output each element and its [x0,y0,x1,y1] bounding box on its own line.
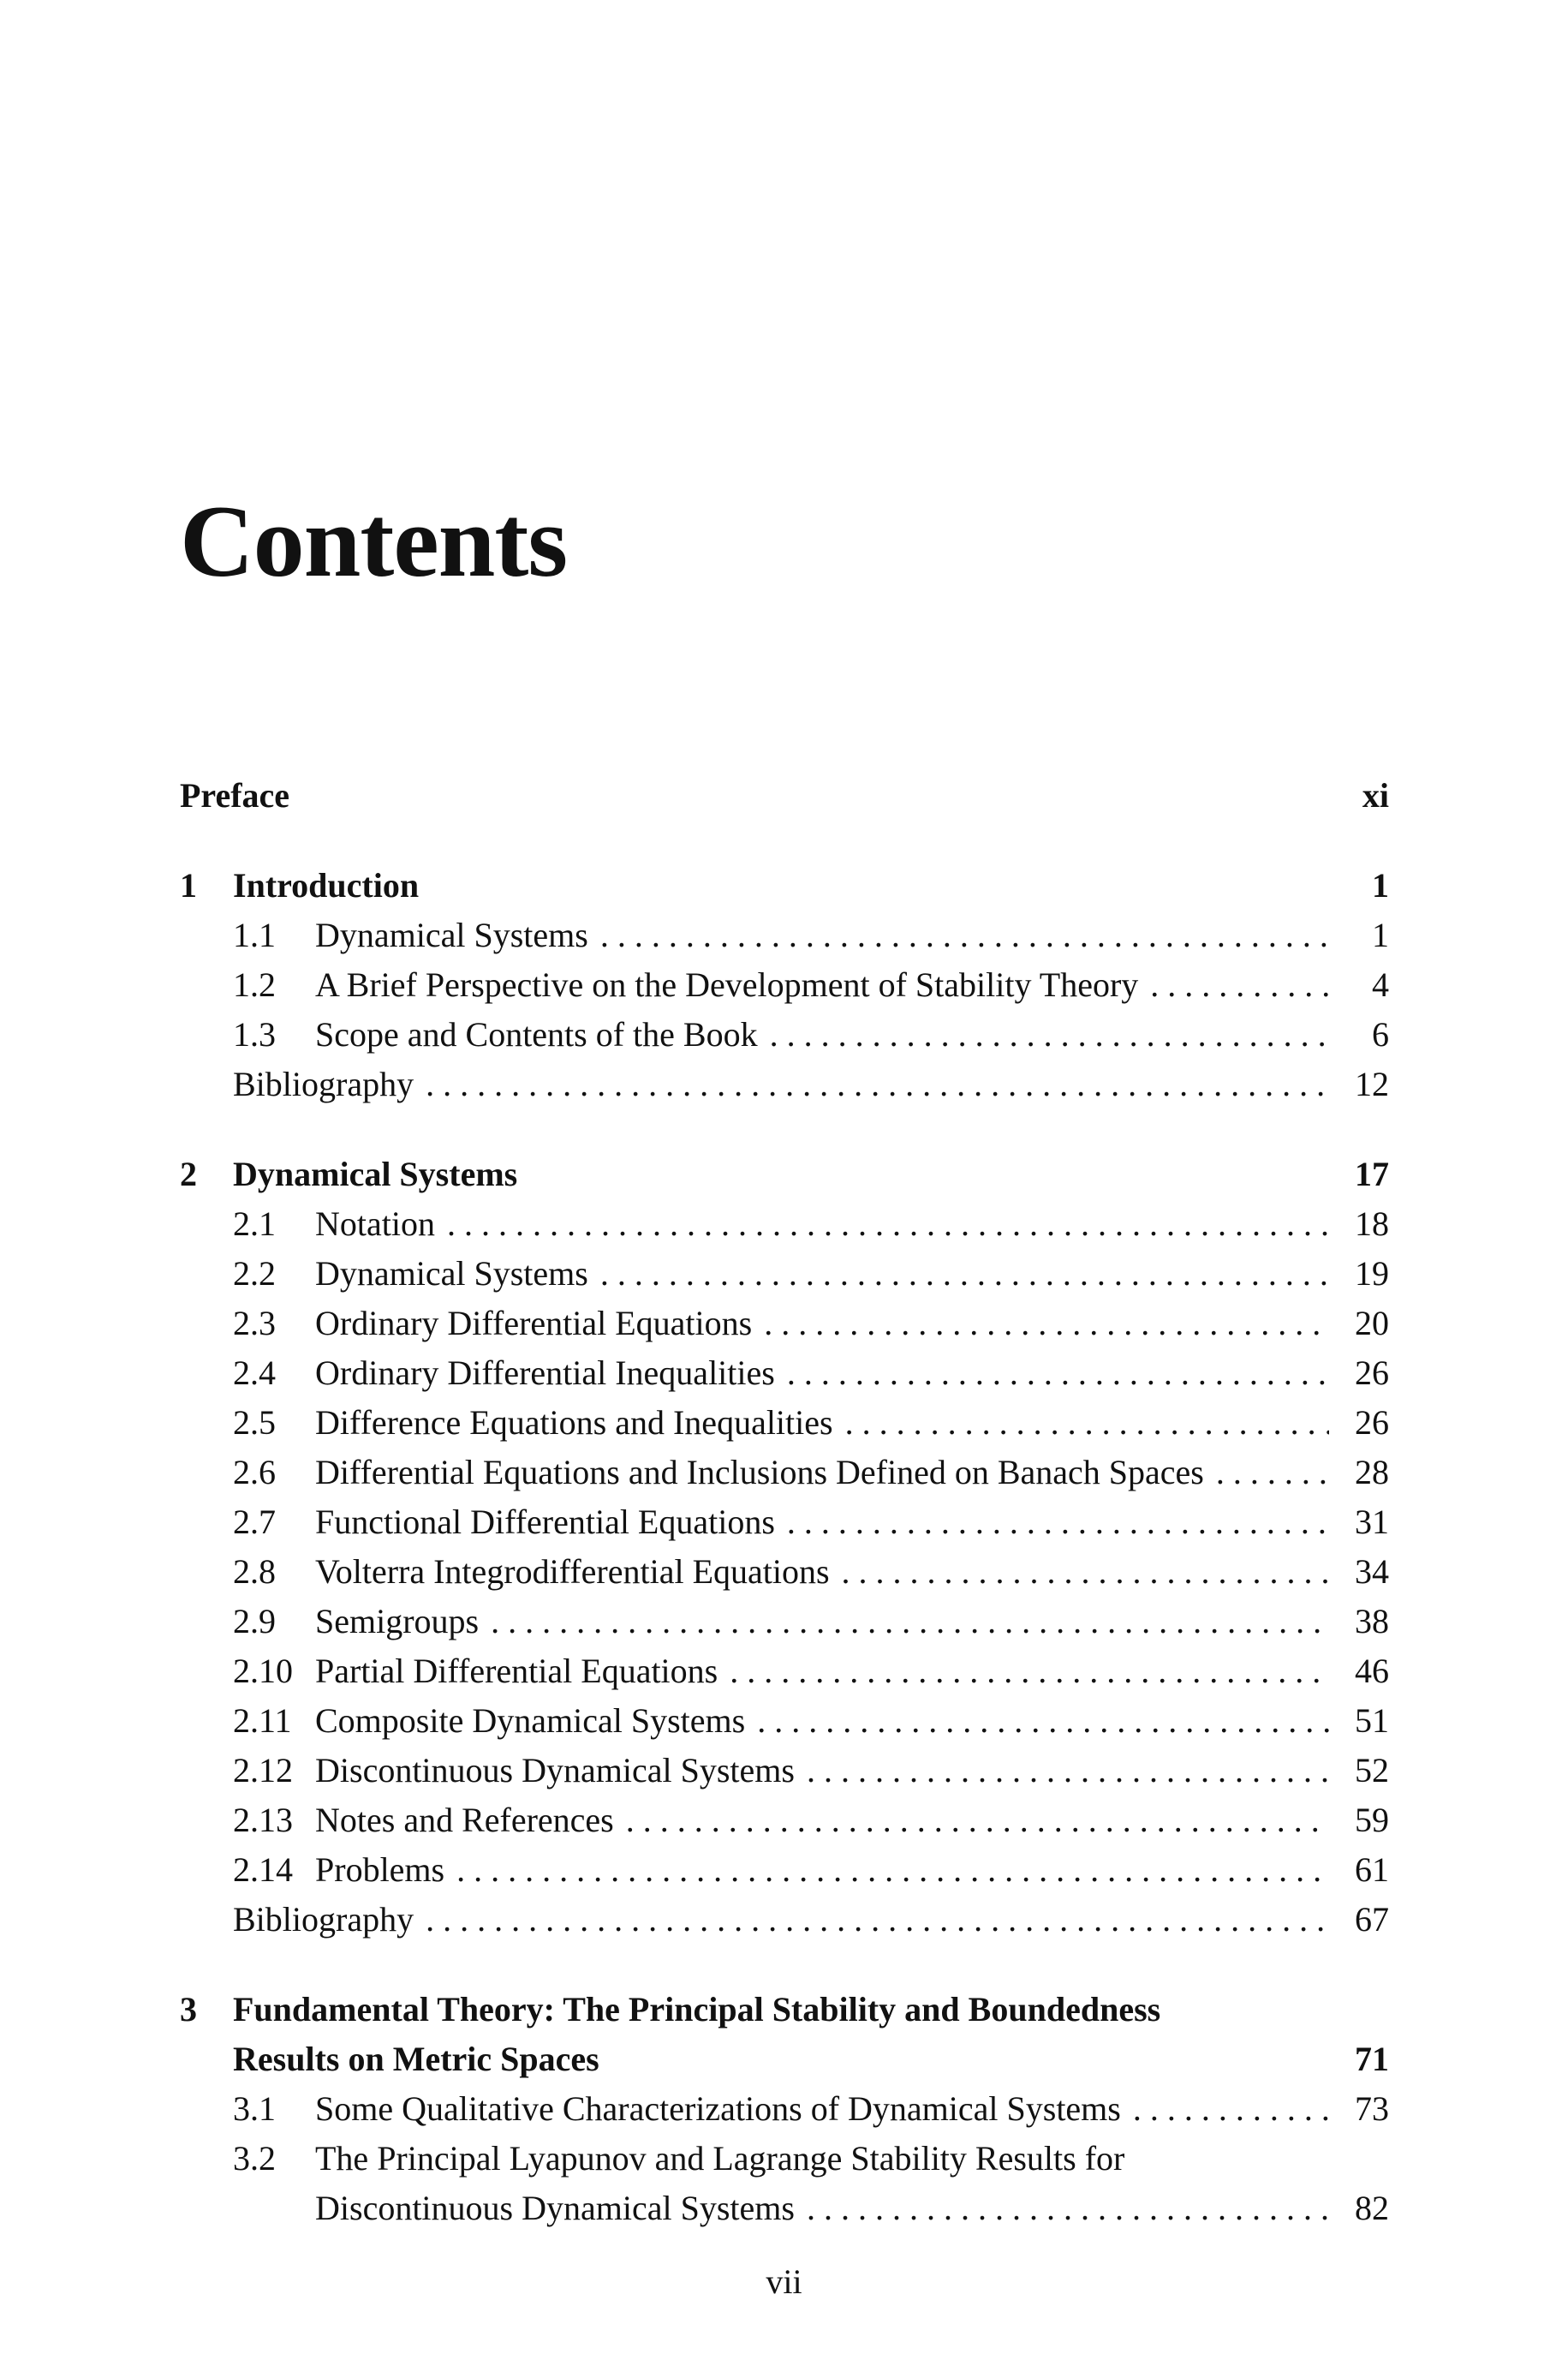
bibliography-label: Bibliography [233,1065,414,1103]
toc-section[interactable] [180,1646,1389,1696]
toc-section[interactable] [180,2134,1389,2184]
dot-leader [414,1060,1329,1109]
section-number: 2.8 [233,1552,276,1591]
section-number: 2.3 [233,1304,276,1342]
section-title: Dynamical Systems [315,916,588,954]
bibliography-page: 67 [1355,1900,1389,1939]
section-page: 1 [1372,916,1389,954]
toc-section[interactable] [180,1010,1389,1060]
chapter-page: 71 [1355,2040,1389,2078]
section-title-line-1: The Principal Lyapunov and Lagrange Stability Results for [315,2139,1125,2178]
dot-leader [775,1348,1329,1398]
section-title: Composite Dynamical Systems [315,1701,746,1740]
section-title: Ordinary Differential Equations [315,1304,753,1342]
toc-chapter-3[interactable] [180,1985,1389,2034]
toc-section[interactable] [180,1547,1389,1597]
toc-section[interactable] [180,2084,1389,2134]
section-number: 2.1 [233,1204,276,1243]
toc-section[interactable] [180,960,1389,1010]
toc-entry-page: xi [1362,776,1389,815]
section-title: Some Qualitative Characterizations of Dynamical Systems [315,2089,1121,2128]
section-number: 1.3 [233,1015,276,1054]
dot-leader [830,1547,1329,1597]
toc-chapter-3-continued[interactable] [180,2034,1389,2084]
toc-section[interactable] [180,1299,1389,1348]
chapter-title-line-1: Fundamental Theory: The Principal Stability and Boundedness [233,1990,1161,2028]
section-title: Notation [315,1204,435,1243]
section-page: 61 [1355,1850,1389,1889]
dot-leader [775,1497,1329,1547]
dot-leader [718,1646,1329,1696]
toc-bibliography[interactable] [180,1895,1389,1945]
section-title: Differential Equations and Inclusions Defined on Banach Spaces [315,1453,1204,1491]
dot-leader [479,1597,1329,1646]
section-number: 2.13 [233,1801,293,1839]
section-page: 46 [1355,1652,1389,1690]
chapter-title: Dynamical Systems [233,1155,518,1193]
dot-leader [758,1010,1329,1060]
toc-section[interactable] [180,1249,1389,1299]
section-page: 20 [1355,1304,1389,1342]
toc-section[interactable] [180,1746,1389,1795]
chapter-page: 1 [1372,866,1389,905]
dot-leader [435,1199,1329,1249]
section-page: 31 [1355,1503,1389,1541]
toc-section[interactable] [180,1348,1389,1398]
dot-leader [444,1845,1329,1895]
dot-leader [588,911,1329,960]
section-page: 4 [1372,965,1389,1004]
dot-leader [833,1398,1329,1448]
dot-leader [588,1249,1329,1299]
toc-section-continued[interactable] [180,2184,1389,2233]
section-page: 51 [1355,1701,1389,1740]
section-number: 2.11 [233,1701,292,1740]
section-page: 59 [1355,1801,1389,1839]
section-title: Partial Differential Equations [315,1652,718,1690]
toc-section[interactable] [180,1398,1389,1448]
toc-section[interactable] [180,1448,1389,1497]
section-number: 2.5 [233,1403,276,1442]
toc-section[interactable] [180,1845,1389,1895]
section-page: 26 [1355,1353,1389,1392]
chapter-number: 2 [180,1155,197,1193]
section-page: 73 [1355,2089,1389,2128]
toc-chapter-1[interactable] [180,861,1389,911]
section-title: Ordinary Differential Inequalities [315,1353,775,1392]
section-title: Semigroups [315,1602,480,1640]
section-title: Discontinuous Dynamical Systems [315,1751,795,1789]
dot-leader [614,1795,1329,1845]
toc-section[interactable] [180,1696,1389,1746]
section-page: 34 [1355,1552,1389,1591]
section-number: 2.12 [233,1751,293,1789]
section-title: Problems [315,1850,445,1889]
section-page: 38 [1355,1602,1389,1640]
dot-leader [1121,2084,1329,2134]
section-number: 2.9 [233,1602,276,1640]
section-title: Volterra Integrodifferential Equations [315,1552,830,1591]
section-number: 2.6 [233,1453,276,1491]
dot-leader [1204,1448,1329,1497]
section-page: 6 [1372,1015,1389,1054]
chapter-page: 17 [1355,1155,1389,1193]
section-number: 3.2 [233,2139,276,2178]
toc-section[interactable] [180,911,1389,960]
dot-leader [795,2184,1329,2233]
section-number: 1.2 [233,965,276,1004]
dot-leader [752,1299,1329,1348]
chapter-number: 1 [180,866,197,905]
toc-section[interactable] [180,1199,1389,1249]
toc-preface[interactable] [180,771,1389,821]
section-title: Scope and Contents of the Book [315,1015,758,1054]
section-page: 26 [1355,1403,1389,1442]
chapter-title: Introduction [233,866,420,905]
section-number: 2.4 [233,1353,276,1392]
dot-leader [414,1895,1329,1945]
chapter-number: 3 [180,1990,197,2028]
page-title: Contents [180,484,568,598]
bibliography-page: 12 [1355,1065,1389,1103]
toc-entry-title: Preface [180,776,290,815]
table-of-contents [180,771,1389,2233]
section-title-line-2: Discontinuous Dynamical Systems [315,2189,795,2227]
section-number: 2.7 [233,1503,276,1541]
section-number: 2.2 [233,1254,276,1293]
toc-bibliography[interactable] [180,1060,1389,1109]
section-number: 3.1 [233,2089,276,2128]
section-title: Notes and References [315,1801,614,1839]
section-page: 18 [1355,1204,1389,1243]
section-title: A Brief Perspective on the Development of Stability Theory [315,965,1139,1004]
section-page: 82 [1355,2189,1389,2227]
toc-section[interactable] [180,1795,1389,1845]
section-number: 2.14 [233,1850,293,1889]
section-page: 19 [1355,1254,1389,1293]
page-number: vii [766,2262,802,2301]
toc-section[interactable] [180,1597,1389,1646]
dot-leader [1138,960,1329,1010]
dot-leader [795,1746,1329,1795]
chapter-title-line-2: Results on Metric Spaces [233,2040,599,2078]
toc-chapter-2[interactable] [180,1150,1389,1199]
bibliography-label: Bibliography [233,1900,414,1939]
section-page: 52 [1355,1751,1389,1789]
section-number: 1.1 [233,916,276,954]
section-title: Dynamical Systems [315,1254,588,1293]
dot-leader [745,1696,1329,1746]
section-number: 2.10 [233,1652,293,1690]
section-title: Functional Differential Equations [315,1503,775,1541]
toc-section[interactable] [180,1497,1389,1547]
section-title: Difference Equations and Inequalities [315,1403,833,1442]
section-page: 28 [1355,1453,1389,1491]
